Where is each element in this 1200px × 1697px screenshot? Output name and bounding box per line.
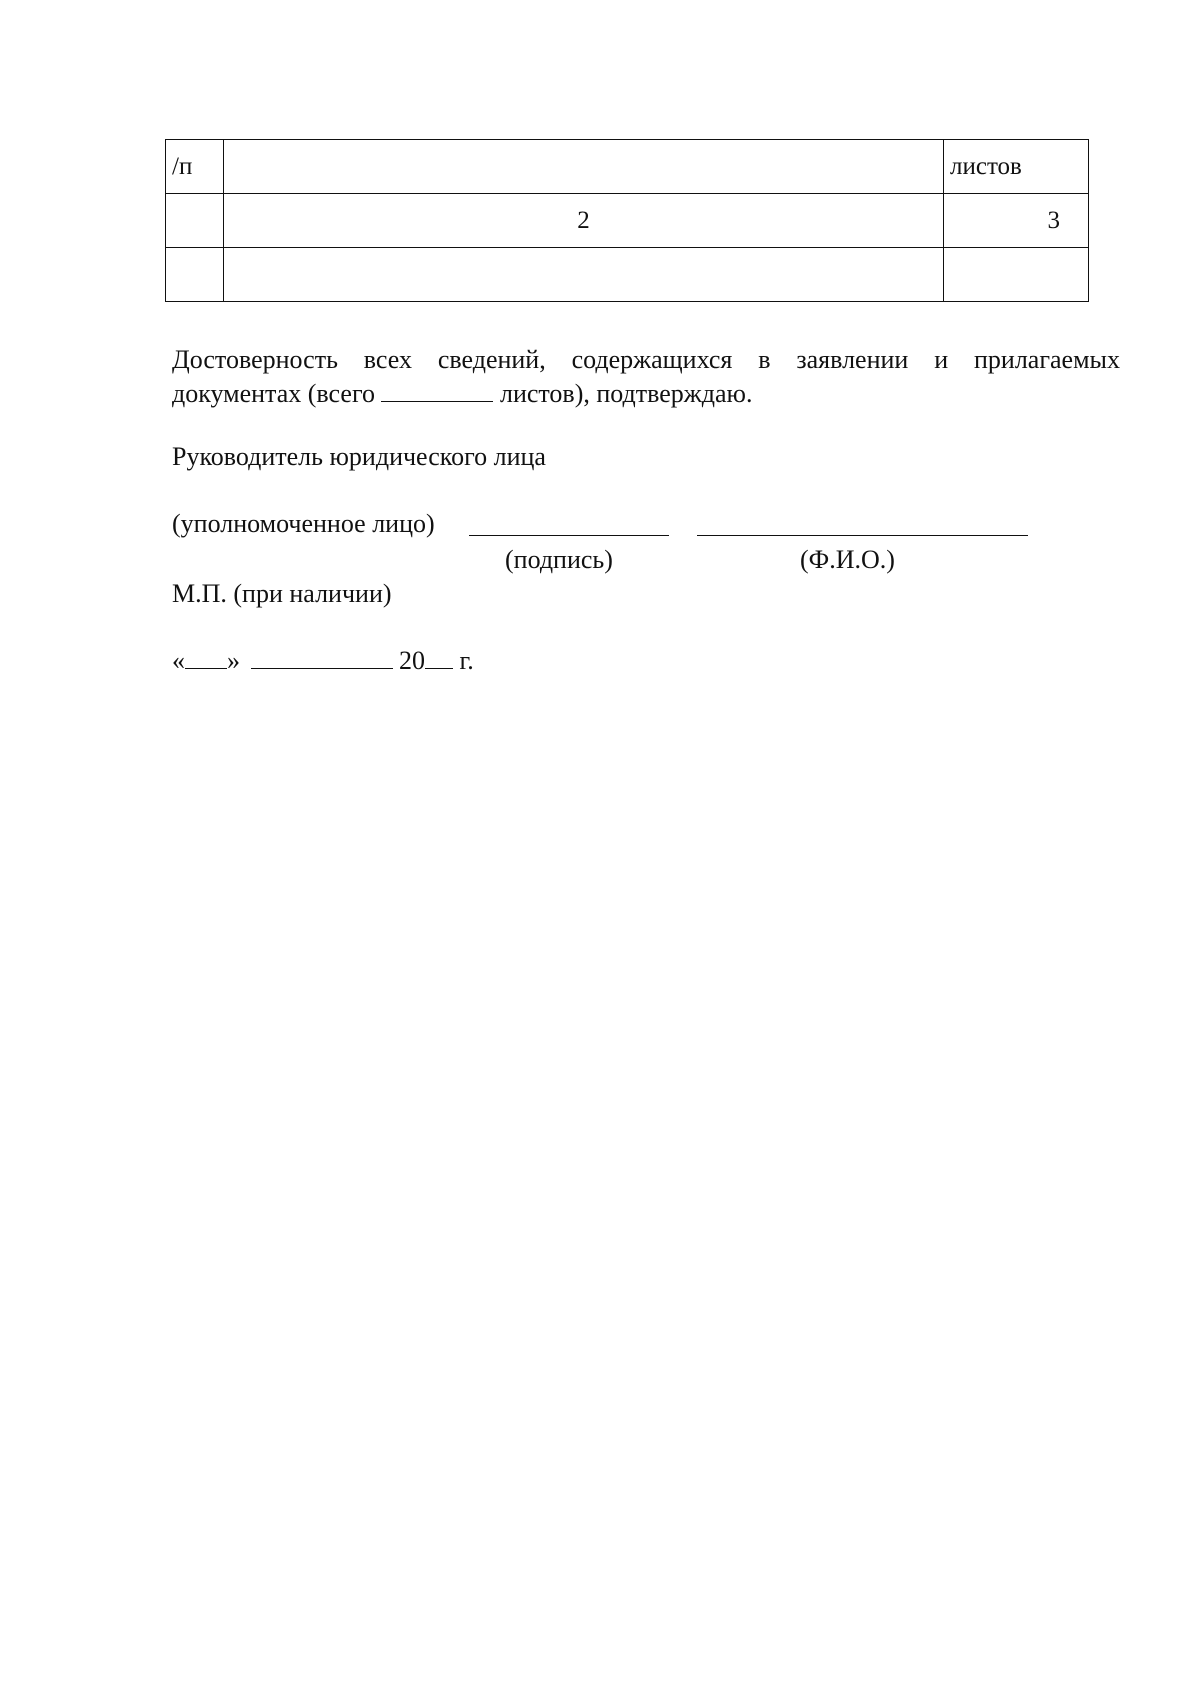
sheets-count-blank[interactable] <box>381 377 493 402</box>
date-line <box>172 644 474 678</box>
numbering-cell-1 <box>166 194 224 248</box>
table-cell-title <box>224 248 944 302</box>
confirmation-prefix: документах (всего <box>172 379 375 408</box>
confirmation-line-1: Достоверность всех сведений, содержащихся в заявлении и прилагаемых <box>172 345 1120 374</box>
full-name-blank[interactable] <box>697 535 1028 536</box>
header-cell-number: /п <box>166 140 224 194</box>
year-blank[interactable] <box>425 644 453 669</box>
table-cell-number <box>166 248 224 302</box>
table-row <box>166 248 1089 302</box>
date-open-quote: « <box>172 646 185 675</box>
day-blank[interactable] <box>185 644 227 669</box>
confirmation-suffix: листов), подтверждаю. <box>499 379 753 408</box>
date-century: 20 <box>399 646 425 675</box>
header-cell-sheets: листов <box>944 140 1089 194</box>
authorized-person-label: (уполномоченное лицо) <box>172 509 435 538</box>
confirmation-line-2 <box>172 377 752 411</box>
date-year-suffix: г. <box>459 646 474 675</box>
signature-blank[interactable] <box>469 535 669 536</box>
table-cell-sheets <box>944 248 1089 302</box>
signature-caption: (подпись) <box>505 545 613 574</box>
attachments-table <box>165 139 1089 302</box>
head-title: Руководитель юридического лица <box>172 442 546 471</box>
table-numbering-row <box>166 194 1089 248</box>
numbering-cell-3: 3 <box>944 194 1089 248</box>
month-blank[interactable] <box>251 644 393 669</box>
header-cell-title <box>224 140 944 194</box>
date-close-quote: » <box>227 646 240 675</box>
full-name-caption: (Ф.И.О.) <box>800 545 895 574</box>
table-header-row <box>166 140 1089 194</box>
stamp-label: М.П. (при наличии) <box>172 579 392 608</box>
numbering-cell-2: 2 <box>224 194 944 248</box>
